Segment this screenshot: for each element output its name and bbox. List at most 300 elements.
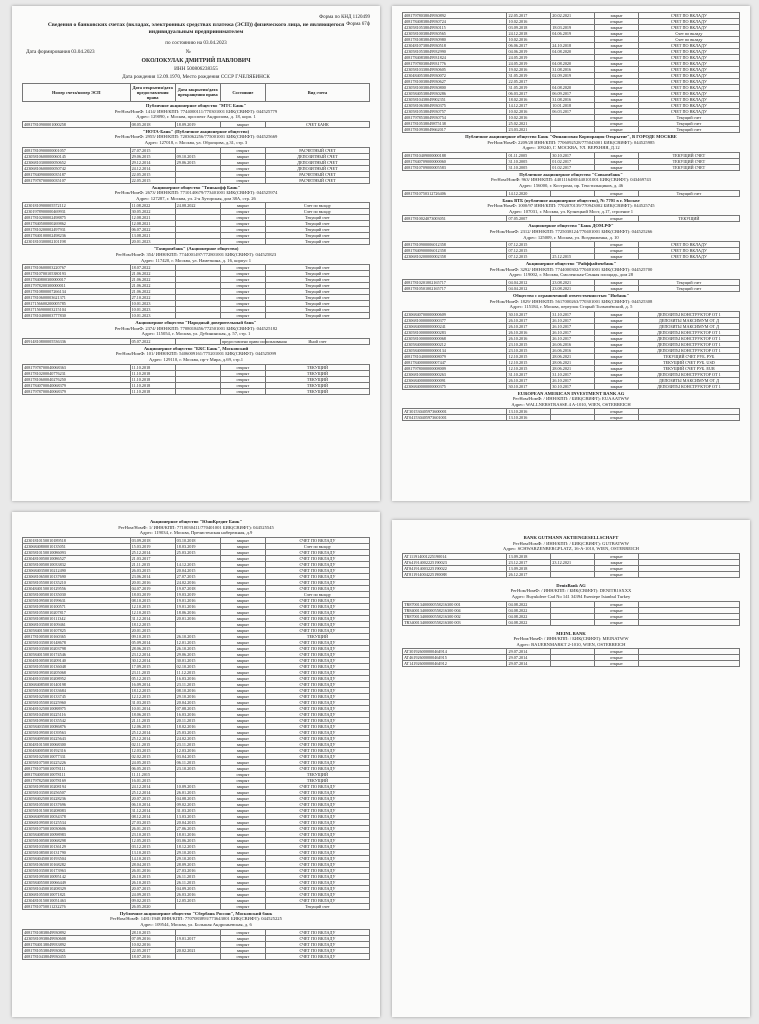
account-type-cell: СЧЕТ ПО ВКЛАДУ [265, 825, 369, 831]
close-date-cell: 18.06.2016 [175, 609, 220, 615]
account-type-cell: Текущий счет [265, 295, 369, 301]
open-date-cell: 13.10.2016 [507, 415, 551, 421]
open-date-cell: 11.11.2015 [130, 771, 175, 777]
status-cell: закрыт [220, 669, 265, 675]
open-date-cell: 30.05.2022 [130, 209, 175, 215]
account-number-cell: 42304810738049930518 [403, 43, 507, 49]
form-code-knd: Форма по КНД 1120499 [319, 15, 370, 20]
bank-requisites: РегНом/НомФ: / ИНН/КПП: / БИК(СВИФТ): DENITR1SXXX [510, 588, 632, 594]
status-cell: закрыт [220, 843, 265, 849]
status-cell: закрыт [220, 935, 265, 941]
open-date-cell: 23.10.2015 [507, 347, 551, 353]
open-date-cell: 07.12.2015 [507, 242, 551, 248]
status-cell: закрыт [595, 97, 639, 103]
close-date-cell: 19.01.2016 [175, 603, 220, 609]
bank-name: Публичное акционерное общество "МТС Банк" [145, 102, 247, 108]
account-type-cell: СЧЕТ ПО ВКЛАДУ [265, 699, 369, 705]
open-date-cell: 04.08.2022 [507, 613, 551, 619]
account-number-cell: 40817978200300000011 [23, 283, 131, 289]
account-number-cell: 42305810350010173963 [23, 867, 131, 873]
account-type-cell: Текущий счет [265, 271, 369, 277]
open-date-cell: 23.03.2021 [507, 127, 551, 133]
account-number-cell: 42305810550010137696 [23, 801, 131, 807]
person-birth: Дата рождения 12.09.1970, Место рождения СССР Г.ЧЕЛЯБИНСК [122, 74, 270, 81]
account-type-cell: СЧЕТ ПО ВКЛАДУ [638, 103, 739, 109]
status-cell: открыт [220, 177, 265, 183]
open-date-cell: 22.05.2017 [130, 947, 175, 953]
close-date-cell: 31.10.2017 [551, 311, 595, 317]
account-number-cell: 42304810350010208952 [23, 675, 131, 681]
account-type-cell: Текущий счет [265, 289, 369, 295]
open-date-cell: 18.07.2022 [130, 265, 175, 271]
account-type-cell: СЧЕТ ПО ВКЛАДУ [265, 711, 369, 717]
status-cell: закрыт [220, 663, 265, 669]
status-cell: закрыт [595, 329, 639, 335]
close-date-cell: 23.08.2021 [551, 285, 595, 291]
status-cell: закрыт [220, 867, 265, 873]
account-number-cell: 42305840000000000212 [403, 341, 507, 347]
close-date-cell: 07.08.2015 [175, 705, 220, 711]
account-number-cell: 42305840350010086876 [23, 723, 131, 729]
open-date-cell: 08.05.2018 [130, 121, 175, 127]
table-row [23, 953, 370, 959]
status-cell: закрыт [220, 651, 265, 657]
open-date-cell: 15.03.2019 [130, 543, 175, 549]
account-type-cell: СЧЕТ ПО ВКЛАДУ [265, 717, 369, 723]
as-of-date: по состоянию на 03.04.2023 [165, 40, 227, 46]
account-number-cell: AT301926000000464914 [403, 649, 507, 655]
open-date-cell: 31.05.2019 [507, 85, 551, 91]
close-date-cell: 12.03.2016 [175, 747, 220, 753]
status-cell: закрыт [220, 153, 265, 159]
account-type-cell: РАСЧЕТНЫЙ СЧЕТ [265, 147, 369, 153]
close-date-cell: 26.10.2017 [551, 335, 595, 341]
open-date-cell: 18.06.2015 [130, 711, 175, 717]
status-cell: закрыт [220, 705, 265, 711]
account-number-cell: 42304810050010086527 [23, 555, 131, 561]
account-number-cell: 42304810050010209140 [23, 657, 131, 663]
account-number-cell: 42305810450010208329 [23, 885, 131, 891]
account-type-cell: СЧЕТ ПО ВКЛАДУ [265, 795, 369, 801]
close-date-cell: 31.08.2016 [551, 67, 595, 73]
column-header: Вид счета [265, 83, 369, 101]
close-date-cell: 31.03.2015 [175, 807, 220, 813]
account-number-cell: 42305810338049930605 [403, 67, 507, 73]
bank-address: Адрес: 119034, г. Москва, Пречистенская набережная, д.9 [139, 530, 253, 536]
close-date-cell: 29.06.2015 [175, 651, 220, 657]
close-date-cell [175, 903, 220, 909]
account-number-cell: 40914810800005536336 [23, 338, 131, 344]
account-number-cell: 42305840850010098983 [23, 831, 131, 837]
bank-address: Адрес: 156000, г. Кострома, пр. Текстильщиков, д. 46 [518, 182, 624, 188]
bank-name: "НОТА-Банк" (Публичное акционерное общество) [142, 128, 250, 134]
status-cell: открыт [220, 165, 265, 171]
account-type-cell: СЧЕТ ПО ВКЛАДУ [265, 929, 369, 935]
account-type-cell: СЧЕТ ПО ВКЛАДУ [265, 747, 369, 753]
account-number-cell: 42301810300002101198 [23, 239, 131, 245]
open-date-cell: 29.06.2015 [130, 153, 175, 159]
bank-name: Акционерное общество "Тинькофф Банк" [151, 184, 241, 190]
account-type-cell: СЧЕТ ПО ВКЛАДУ [265, 627, 369, 633]
accounts-table [22, 537, 370, 910]
close-date-cell: 14.12.2015 [175, 561, 220, 567]
formed-date-text: Дата формирования 03.04.2023 [26, 48, 95, 55]
close-date-cell: 20.01.2016 [175, 615, 220, 621]
close-date-cell: 23.10.2015 [175, 765, 220, 771]
status-cell: открыт [220, 313, 265, 319]
close-date-cell [551, 127, 595, 133]
account-number-cell: 40817978538049930754 [403, 115, 507, 121]
account-type-cell: Счет по вкладу [265, 203, 369, 209]
account-type-cell: Текущий счет [265, 313, 369, 319]
accounts-section-page-4 [392, 520, 750, 671]
bank-requisites: РегНом/НомФ: / ИНН/КПП: / БИК(СВИФТ): EUAAATWW [512, 396, 630, 402]
account-type-cell: СЧЕТ ПО ВКЛАДУ [265, 687, 369, 693]
table-row [403, 383, 740, 389]
bank-requisites: РегНом/НомФ: 2374/ ИНН/КПП: 7708018456/772501001 БИК(СВИФТ): 044525182 [114, 325, 278, 331]
close-date-cell [175, 177, 220, 183]
close-date-cell [175, 953, 220, 959]
open-date-cell: 26.12.2017 [507, 571, 551, 577]
status-cell: открыт [220, 295, 265, 301]
account-number-cell: 40817810750011232276 [23, 903, 131, 909]
close-date-cell: 27.03.2016 [175, 867, 220, 873]
table-row [23, 388, 370, 394]
status-cell: открыт [220, 147, 265, 153]
status-cell: открыт [595, 121, 639, 127]
open-date-cell: 04.07.2019 [130, 585, 175, 591]
open-date-cell: 29.12.2014 [130, 159, 175, 165]
bank-header [22, 128, 370, 147]
account-type-cell: ТЕКУЩИЙ СЧЕТ [638, 158, 739, 164]
account-number-cell: 42305810600000060145 [23, 153, 131, 159]
account-number-cell: 42305810550010136048 [23, 663, 131, 669]
status-cell: открыт [220, 239, 265, 245]
table-row [403, 216, 740, 222]
open-date-cell: 04.04.2012 [507, 279, 551, 285]
open-date-cell: 13.09.2018 [507, 553, 551, 559]
open-date-cell: 09.10.2015 [130, 633, 175, 639]
account-type-cell: СЧЕТ ПО ВКЛАДУ [265, 741, 369, 747]
status-cell: закрыт [220, 813, 265, 819]
status-cell: открыт [220, 301, 265, 307]
status-cell: закрыт [220, 897, 265, 903]
account-number-cell: 42305810950010100571 [23, 603, 131, 609]
open-date-cell: 26.03.2015 [130, 567, 175, 573]
account-type-cell: СЧЕТ ПО ВКЛАДУ [265, 669, 369, 675]
close-date-cell: 26.10.2017 [551, 329, 595, 335]
account-type-cell: СЧЕТ ПО ВКЛАДУ [265, 855, 369, 861]
open-date-cell: 21.06.2022 [130, 271, 175, 277]
account-number-cell: 42304840538049930072 [403, 73, 507, 79]
open-date-cell: 18.03.2019 [130, 591, 175, 597]
account-type-cell: ДЕПОЗИТЫ КОНСТРУКТОР ОТ 1 [638, 329, 739, 335]
account-type-cell [638, 661, 739, 667]
close-date-cell: 28.06.2021 [551, 365, 595, 371]
bank-address: Адрес: 127018, г. Москва, ул. Образцова, д.31, стр. 3 [144, 139, 248, 145]
open-date-cell: 20.07.2015 [130, 885, 175, 891]
account-number-cell: 42305810050010135030 [23, 591, 131, 597]
account-type-cell: Текущий счет [265, 215, 369, 221]
account-type-cell: РАСЧЕТНЫЙ СЧЕТ [265, 177, 369, 183]
status-cell: открыт [220, 221, 265, 227]
status-cell: закрыт [220, 807, 265, 813]
bank-name: BANK GUTMANN AKTIENGESELLSCHAFT [523, 535, 619, 540]
account-number-cell: 40817810038049930627 [403, 79, 507, 85]
account-number-cell: TR840013400000558216300 004 [403, 607, 507, 613]
account-number-cell: 42305810438049902351 [403, 97, 507, 103]
status-cell: закрыт [595, 285, 639, 291]
account-number-cell: 40817810800007266134 [23, 289, 131, 295]
status-cell: закрыт [220, 711, 265, 717]
bank-requisites: РегНом/НомФ: 1481/1948 ИНН/КПП: 7707083893/773643001 БИК(СВИФТ): 044525225 [110, 916, 282, 922]
bank-header [402, 390, 740, 409]
close-date-cell: 25.12.2015 [551, 254, 595, 260]
account-number-cell: 42306840950010034378 [23, 813, 131, 819]
account-type-cell: СЧЕТ ПО ВКЛАДУ [265, 729, 369, 735]
account-number-cell: 42306840000000000241 [403, 323, 507, 329]
account-type-cell: СЧЕТ ПО ВКЛАДУ [265, 765, 369, 771]
bank-requisites: РегНом/НомФ: 1/ ИНН/КПП: 7710030411/770401001 БИК(СВИФТ): 044525545 [118, 524, 274, 530]
close-date-cell: 04.08.2020 [551, 85, 595, 91]
status-cell: открыт [595, 216, 639, 222]
account-number-cell: 42305840950010225643 [23, 735, 131, 741]
close-date-cell: 26.01.2015 [175, 789, 220, 795]
accounts-table [402, 279, 740, 292]
account-number-cell: 40817840500000269862 [23, 221, 131, 227]
account-number-cell: 40817840900006012358 [403, 248, 507, 254]
bank-name: DenizBank AG [556, 582, 586, 588]
status-cell: открыт [220, 233, 265, 239]
status-cell: закрыт [220, 609, 265, 615]
status-cell: открыт [595, 619, 639, 625]
account-type-cell: РАСЧЕТНЫЙ СЧЕТ [265, 171, 369, 177]
account-type-cell: СЧЕТ ПО ВКЛАДУ [265, 681, 369, 687]
bank-header [402, 171, 740, 190]
account-type-cell: ТЕКУЩИЙ [265, 370, 369, 376]
close-date-cell: 31.08.2016 [551, 97, 595, 103]
close-date-cell: 01.02.2017 [551, 164, 595, 170]
status-cell: закрыт [220, 633, 265, 639]
account-number-cell: AT041530405973601001 [403, 415, 507, 421]
section-gap [402, 667, 740, 671]
status-cell: открыт [220, 388, 265, 394]
close-date-cell: 06.09.2017 [551, 91, 595, 97]
account-number-cell: 40817840050010078111 [23, 771, 131, 777]
open-date-cell: 21.03.2017 [130, 555, 175, 561]
account-type-cell: ТЕКУЩИЙ [265, 771, 369, 777]
close-date-cell: 23.12.2021 [551, 559, 595, 565]
status-cell: закрыт [220, 837, 265, 843]
account-number-cell: 42306810200000002358 [403, 254, 507, 260]
account-number-cell: 42305810350010256507 [23, 789, 131, 795]
open-date-cell: 12.05.2015 [130, 837, 175, 843]
table-row [23, 239, 370, 245]
open-date-cell: 12.10.2015 [507, 359, 551, 365]
open-date-cell: 14.12.2017 [507, 103, 551, 109]
account-number-cell: 40817840900000035187 [23, 171, 131, 177]
open-date-cell: 27.10.2022 [130, 295, 175, 301]
status-cell: закрыт [220, 687, 265, 693]
account-number-cell: 42305840150010174546 [23, 651, 131, 657]
bank-name: EUROPEAN AMERICAN INVESTMENT BANK AG [517, 390, 625, 396]
close-date-cell: 06.11.2015 [175, 759, 220, 765]
formed-date [26, 49, 366, 56]
status-cell: закрыт [220, 723, 265, 729]
bank-section [22, 518, 370, 910]
status-cell: закрыт [220, 783, 265, 789]
account-type-cell: СЧЕТ ПО ВКЛАДУ [265, 585, 369, 591]
status-cell: закрыт [220, 561, 265, 567]
close-date-cell: 25.03.2015 [175, 729, 220, 735]
account-type-cell: СЧЕТ ПО ВКЛАДУ [638, 91, 739, 97]
close-date-cell: 06.03.2017 [551, 109, 595, 115]
open-date-cell: 09.02.2015 [130, 897, 175, 903]
account-type-cell: СЧЕТ ПО ВКЛАДУ [265, 753, 369, 759]
open-date-cell: 10.02.2016 [507, 115, 551, 121]
accounts-section-page-1 [22, 83, 370, 395]
status-cell: закрыт [220, 801, 265, 807]
account-number-cell: 42304840050010192316 [23, 747, 131, 753]
status-cell: закрыт [220, 657, 265, 663]
open-date-cell: 05.12.2015 [130, 675, 175, 681]
status-cell: открыт [220, 370, 265, 376]
account-number-cell: 42305810250010077331 [23, 753, 131, 759]
bank-name: Акционерное общество "БКС Банк", Московский [143, 345, 249, 351]
bank-name: Публичное акционерное общество "Совкомбанк" [519, 171, 623, 177]
account-type-cell: Текущий счет [265, 903, 369, 909]
open-date-cell: 21.06.2022 [130, 277, 175, 283]
account-type-cell: ДЕПОЗИТНЫЙ СЧЕТ [265, 153, 369, 159]
account-number-cell: 42305810650010168282 [23, 861, 131, 867]
status-cell: закрыт [220, 693, 265, 699]
close-date-cell: 26.11.2015 [175, 879, 220, 885]
close-date-cell: 04.09.2015 [175, 885, 220, 891]
account-type-cell: Текущий счет [265, 283, 369, 289]
open-date-cell: 20.01.2023 [130, 239, 175, 245]
close-date-cell: 11.12.2015 [175, 669, 220, 675]
open-date-cell: 04.04.2012 [507, 285, 551, 291]
account-type-cell: СЧЕТ ПО ВКЛАДУ [265, 891, 369, 897]
account-type-cell: ТЕКУЩИЙ [265, 376, 369, 382]
status-cell: открыт [595, 415, 639, 421]
table-row [403, 285, 740, 291]
status-cell: закрыт [220, 717, 265, 723]
status-cell: закрыт [220, 849, 265, 855]
open-date-cell: 10.01.2023 [130, 301, 175, 307]
close-date-cell: 16.03.2016 [175, 711, 220, 717]
account-type-cell: Текущий счет [638, 121, 739, 127]
close-date-cell: 26.10.2015 [175, 645, 220, 651]
account-type-cell: Счет по вкладу [638, 31, 739, 37]
account-number-cell: 40817810400000008079 [403, 353, 507, 359]
close-date-cell: 26.10.2015 [175, 633, 220, 639]
account-number-cell: 42305840538049930286 [403, 91, 507, 97]
document-page-2 [392, 6, 750, 501]
account-type-cell: СЧЕТ ПО ВКЛАДУ [265, 849, 369, 855]
open-date-cell: 03.09.2018 [130, 537, 175, 543]
status-cell: закрыт [595, 43, 639, 49]
account-type-cell: СЧЕТ ПО ВКЛАДУ [265, 801, 369, 807]
account-type-cell: СЧЕТ ПО ВКЛАДУ [265, 897, 369, 903]
account-number-cell: 40817810938049662017 [403, 127, 507, 133]
accounts-table [402, 648, 740, 667]
close-date-cell [551, 619, 595, 625]
open-date-cell: 21.11.2015 [130, 561, 175, 567]
close-date-cell: 03.10.2018 [175, 537, 220, 543]
open-date-cell: 23.12.2017 [507, 559, 551, 565]
accounts-table [22, 202, 370, 245]
close-date-cell: 18.12.2015 [175, 843, 220, 849]
bank-requisites: РегНом/НомФ: 101/ ИНН/КПП: 5406009161/775201001 БИК(СВИФТ): 044525099 [115, 351, 277, 357]
status-cell: закрыт [595, 559, 639, 565]
account-type-cell: СЧЕТ ПО ВКЛАДУ [265, 579, 369, 585]
account-type-cell: СЧЕТ ПО ВКЛАДУ [265, 609, 369, 615]
bank-section [402, 260, 740, 292]
account-number-cell: 42305810950010199631 [23, 597, 131, 603]
account-number-cell: 42305840250010228236 [23, 795, 131, 801]
status-cell: закрыт [220, 759, 265, 765]
account-type-cell [638, 619, 739, 625]
open-date-cell: 18.12.2015 [130, 687, 175, 693]
account-type-cell: Текущий счет [265, 239, 369, 245]
close-date-cell: 20.11.2015 [175, 717, 220, 723]
account-number-cell: AT301530405973600001 [403, 409, 507, 415]
open-date-cell: 30.10.2017 [507, 311, 551, 317]
status-cell: закрыт [220, 645, 265, 651]
bank-requisites: РегНом/НомФ: / ИНН/КПП: / БИК(СВИФТ): MEINATWW [513, 636, 629, 642]
close-date-cell: 10.09.2015 [175, 783, 220, 789]
account-type-cell: СЧЕТ ПО ВКЛАДУ [265, 549, 369, 555]
open-date-cell: 04.08.2022 [507, 619, 551, 625]
account-type-cell: СЧЕТ ПО ВКЛАДУ [265, 567, 369, 573]
status-cell: закрыт [595, 109, 639, 115]
table-row [403, 254, 740, 260]
bank-header [402, 292, 740, 311]
close-date-cell: 18.01.2016 [175, 831, 220, 837]
account-type-cell: СЧЕТ ПО ВКЛАДУ [265, 621, 369, 627]
open-date-cell: 29.07.2014 [507, 649, 551, 655]
close-date-cell: 04.06.2019 [551, 31, 595, 37]
close-date-cell: 02.09.2019 [551, 73, 595, 79]
open-date-cell: 24.12.2014 [130, 165, 175, 171]
account-number-cell: 40817810700105380193 [23, 271, 131, 277]
status-cell: открыт [220, 382, 265, 388]
accounts-table [402, 408, 740, 421]
account-type-cell: СЧЕТ ПО ВКЛАДУ [265, 663, 369, 669]
open-date-cell: 31.12.2014 [130, 807, 175, 813]
status-cell: закрыт [220, 825, 265, 831]
bank-section [22, 345, 370, 395]
open-date-cell: 04.06.2019 [507, 49, 551, 55]
account-type-cell: ДЕПОЗИТЫ КОНСТРУКТОР ОТ 1 [638, 383, 739, 389]
status-cell: закрыт [220, 597, 265, 603]
close-date-cell: 29.10.2016 [175, 693, 220, 699]
open-date-cell: 06.03.2017 [507, 91, 551, 97]
account-number-cell: 40817810200002498875 [23, 215, 131, 221]
open-date-cell: 25.02.2021 [507, 121, 551, 127]
status-cell: закрыт [220, 861, 265, 867]
open-date-cell: 11.10.2018 [130, 388, 175, 394]
open-date-cell: 10.02.2016 [507, 19, 551, 25]
close-date-cell [551, 216, 595, 222]
status-cell: открыт [220, 376, 265, 382]
account-type-cell: СЧЕТ ПО ВКЛАДУ [638, 254, 739, 260]
account-number-cell: 42305810038049930800 [403, 85, 507, 91]
accounts-table [22, 121, 370, 128]
status-cell: закрыт [220, 831, 265, 837]
status-cell: закрыт [220, 879, 265, 885]
